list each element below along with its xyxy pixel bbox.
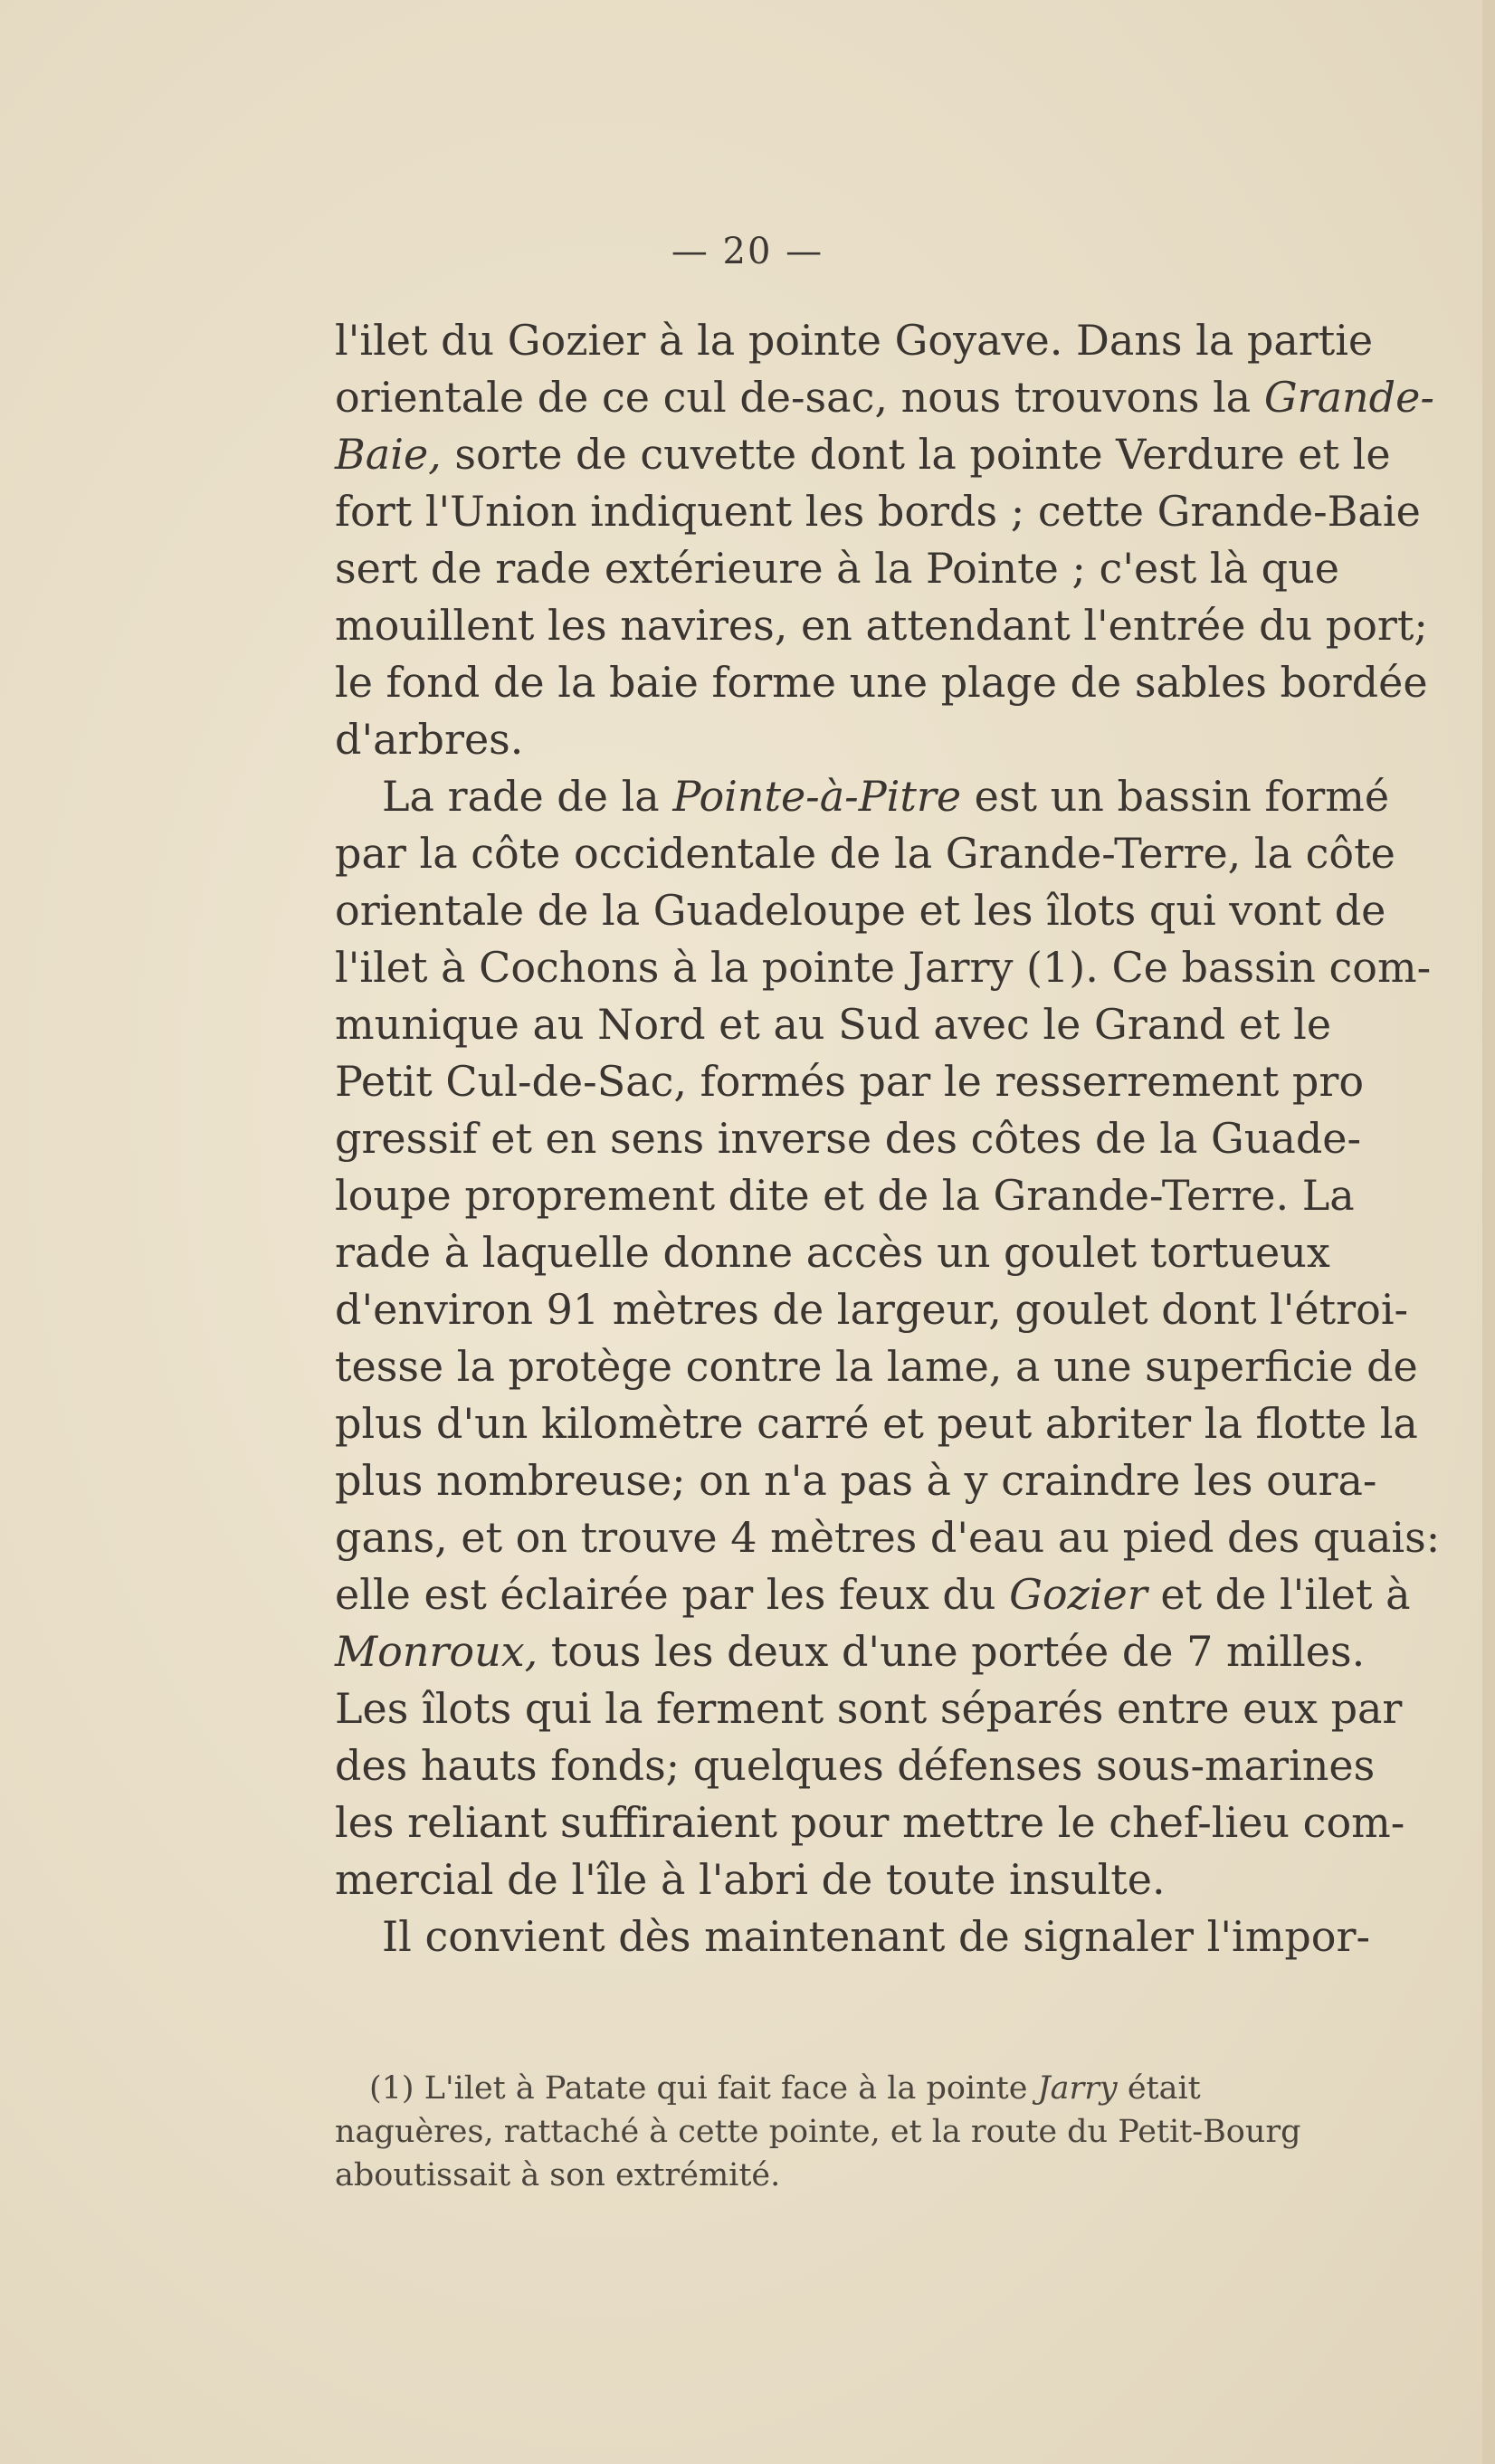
text-line (335, 1794, 1489, 1851)
text-run: d'arbres. (335, 715, 524, 764)
text-line (335, 369, 1489, 426)
italic-text: Pointe-à-Pitre (672, 772, 962, 821)
text-line (335, 1452, 1489, 1509)
text-run: tesse la protège contre la lame, a une superficie de (335, 1342, 1418, 1391)
footnote-line (335, 2110, 1489, 2154)
text-run: et de l'ilet à (1147, 1570, 1411, 1619)
text-line (335, 711, 1489, 768)
text-run: orientale de la Guadeloupe et les îlots qui vont de (335, 886, 1386, 935)
text-run: loupe proprement dite et de la Grande-Terre. La (335, 1171, 1355, 1220)
text-line (335, 1053, 1489, 1110)
text-line (335, 597, 1489, 654)
text-line (335, 1224, 1489, 1281)
text-line (335, 1281, 1489, 1338)
body-text (335, 312, 1489, 1965)
text-run: sert de rade extérieure à la Pointe ; c'est là que (335, 544, 1339, 593)
page-number: — 20 — (671, 231, 824, 272)
italic-text: Jarry (1037, 2070, 1118, 2107)
text-line (335, 1566, 1489, 1623)
text-run: Il convient dès maintenant de signaler l'impor- (382, 1912, 1371, 1961)
text-line (335, 1908, 1489, 1965)
italic-text: Monroux, (335, 1627, 538, 1676)
text-line (335, 825, 1489, 882)
text-run: aboutissait à son extrémité. (335, 2157, 781, 2193)
text-run: fort l'Union indiquent les bords ; cette Grande-Baie (335, 487, 1421, 536)
footnote-line (335, 2154, 1489, 2197)
text-line (335, 1737, 1489, 1794)
text-line (335, 1395, 1489, 1452)
text-run: par la côte occidentale de la Grande-Terre, la côte (335, 829, 1395, 878)
text-run: des hauts fonds; quelques défenses sous-marines (335, 1741, 1376, 1790)
text-run: plus nombreuse; on n'a pas à y craindre les oura- (335, 1456, 1377, 1505)
text-run: munique au Nord et au Sud avec le Grand et le (335, 1000, 1332, 1049)
text-line (335, 1509, 1489, 1566)
text-line (335, 939, 1489, 996)
text-run: d'environ 91 mètres de largeur, goulet dont l'étroi- (335, 1285, 1409, 1334)
italic-text: Gozier (1009, 1570, 1147, 1619)
text-run: gressif et en sens inverse des côtes de la Guade- (335, 1114, 1362, 1163)
text-run: orientale de ce cul de-sac, nous trouvons la (335, 373, 1264, 422)
text-run: Les îlots qui la ferment sont séparés entre eux par (335, 1684, 1403, 1733)
footnote (335, 2067, 1489, 2197)
text-run: gans, et on trouve 4 mètres d'eau au pied des quais: (335, 1513, 1441, 1562)
text-run: le fond de la baie forme une plage de sables bordée (335, 658, 1428, 707)
text-line (335, 654, 1489, 711)
text-line (335, 882, 1489, 939)
text-line (335, 996, 1489, 1053)
text-run: était (1117, 2070, 1201, 2107)
text-run: plus d'un kilomètre carré et peut abriter la flotte la (335, 1399, 1418, 1448)
text-line (335, 312, 1489, 369)
text-line (335, 1167, 1489, 1224)
footnote-line (335, 2067, 1489, 2110)
text-run: mouillent les navires, en attendant l'entrée du port; (335, 601, 1428, 650)
text-run: est un bassin formé (961, 772, 1390, 821)
text-run: l'ilet du Gozier à la pointe Goyave. Dans la partie (335, 316, 1374, 365)
text-run: l'ilet à Cochons à la pointe Jarry (1). Ce bassin com- (335, 943, 1432, 992)
text-run: rade à laquelle donne accès un goulet tortueux (335, 1228, 1330, 1277)
text-run: mercial de l'île à l'abri de toute insulte. (335, 1855, 1166, 1904)
text-run: Petit Cul-de-Sac, formés par le resserrement pro (335, 1057, 1365, 1106)
text-run: (1) L'ilet à Patate qui fait face à la pointe (369, 2070, 1038, 2107)
text-line (335, 1851, 1489, 1908)
italic-text: Grande- (1263, 373, 1434, 422)
text-line (335, 1338, 1489, 1395)
text-run: elle est éclairée par les feux du (335, 1570, 1010, 1619)
text-line (335, 768, 1489, 825)
text-run: naguères, rattaché à cette pointe, et la route du Petit-Bourg (335, 2114, 1301, 2150)
text-line (335, 1110, 1489, 1167)
text-run: tous les deux d'une portée de 7 milles. (538, 1627, 1366, 1676)
text-run: sorte de cuvette dont la pointe Verdure et le (441, 430, 1391, 479)
text-line (335, 1680, 1489, 1737)
text-run: les reliant suffiraient pour mettre le chef-lieu com- (335, 1798, 1405, 1847)
text-run: La rade de la (382, 772, 673, 821)
text-line (335, 540, 1489, 597)
italic-text: Baie, (335, 430, 442, 479)
text-line (335, 426, 1489, 483)
text-line (335, 1623, 1489, 1680)
text-line (335, 483, 1489, 540)
